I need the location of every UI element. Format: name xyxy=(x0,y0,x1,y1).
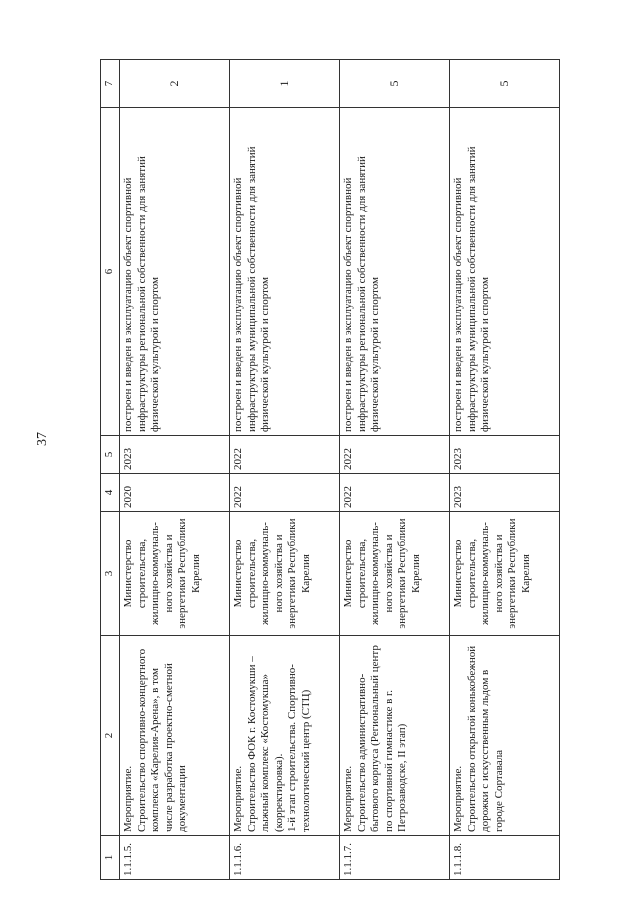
column-header: 2 xyxy=(101,636,120,836)
executor: Министерство строительства, жилищно-коммуналь-ного хозяйства и энергетики Республики Карелия xyxy=(120,512,230,636)
program-table xyxy=(100,60,560,880)
start-year: 2020 xyxy=(120,474,230,512)
row-number: 1.1.1.6. xyxy=(230,836,340,880)
row-number: 1.1.1.5. xyxy=(120,836,230,880)
expected-result: построен и введен в эксплуатацию объект спортивной инфраструктуры региональной собственности для занятий физической культурой и спортом xyxy=(120,108,230,436)
column-header: 3 xyxy=(101,512,120,636)
row-number: 1.1.1.8. xyxy=(450,836,560,880)
executor: Министерство строительства, жилищно-коммуналь-ного хозяйства и энергетики Республики Карелия xyxy=(230,512,340,636)
object-count: 1 xyxy=(230,60,340,108)
column-header-row xyxy=(101,60,120,880)
start-year: 2022 xyxy=(340,474,450,512)
event-description: Мероприятие. Строительство открытой конькобежной дорожки с искусственным льдом в городе Сортавала xyxy=(450,636,560,836)
end-year: 2023 xyxy=(450,436,560,474)
start-year: 2023 xyxy=(450,474,560,512)
event-description: Мероприятие. Строительство ФОК г. Костомукши – лыжный комплекс «Костомукша» (корректировка). 1-й этап строительства. Спортивно-технологический центр (СТЦ) xyxy=(230,636,340,836)
event-description: Мероприятие. Строительство спортивно-концертного комплекса «Карелия-Арена», в том числе разработка проектно-сметной документации xyxy=(120,636,230,836)
expected-result: построен и введен в эксплуатацию объект спортивной инфраструктуры муниципальной собственности для занятий физической культурой и спортом xyxy=(450,108,560,436)
expected-result: построен и введен в эксплуатацию объект спортивной инфраструктуры региональной собственности для занятий физической культурой и спортом xyxy=(340,108,450,436)
page-number: 37 xyxy=(35,432,50,446)
row-number: 1.1.1.7. xyxy=(340,836,450,880)
object-count: 2 xyxy=(120,60,230,108)
start-year: 2022 xyxy=(230,474,340,512)
column-header: 5 xyxy=(101,436,120,474)
table-row xyxy=(120,60,230,880)
end-year: 2023 xyxy=(120,436,230,474)
table-row xyxy=(340,60,450,880)
column-header: 7 xyxy=(101,60,120,108)
expected-result: построен и введен в эксплуатацию объект спортивной инфраструктуры муниципальной собственности для занятий физической культурой и спортом xyxy=(230,108,340,436)
column-header: 6 xyxy=(101,108,120,436)
event-description: Мероприятие. Строительство административно-бытового корпуса (Региональный центр по спортивной гимнастике в г. Петрозаводске, II этап) xyxy=(340,636,450,836)
executor: Министерство строительства, жилищно-коммуналь-ного хозяйства и энергетики Республики Карелия xyxy=(340,512,450,636)
end-year: 2022 xyxy=(340,436,450,474)
object-count: 5 xyxy=(450,60,560,108)
end-year: 2022 xyxy=(230,436,340,474)
table-row xyxy=(450,60,560,880)
events-table xyxy=(100,59,560,880)
table-row xyxy=(230,60,340,880)
column-header: 1 xyxy=(101,836,120,880)
object-count: 5 xyxy=(340,60,450,108)
executor: Министерство строительства, жилищно-коммуналь-ного хозяйства и энергетики Республики Карелия xyxy=(450,512,560,636)
column-header: 4 xyxy=(101,474,120,512)
